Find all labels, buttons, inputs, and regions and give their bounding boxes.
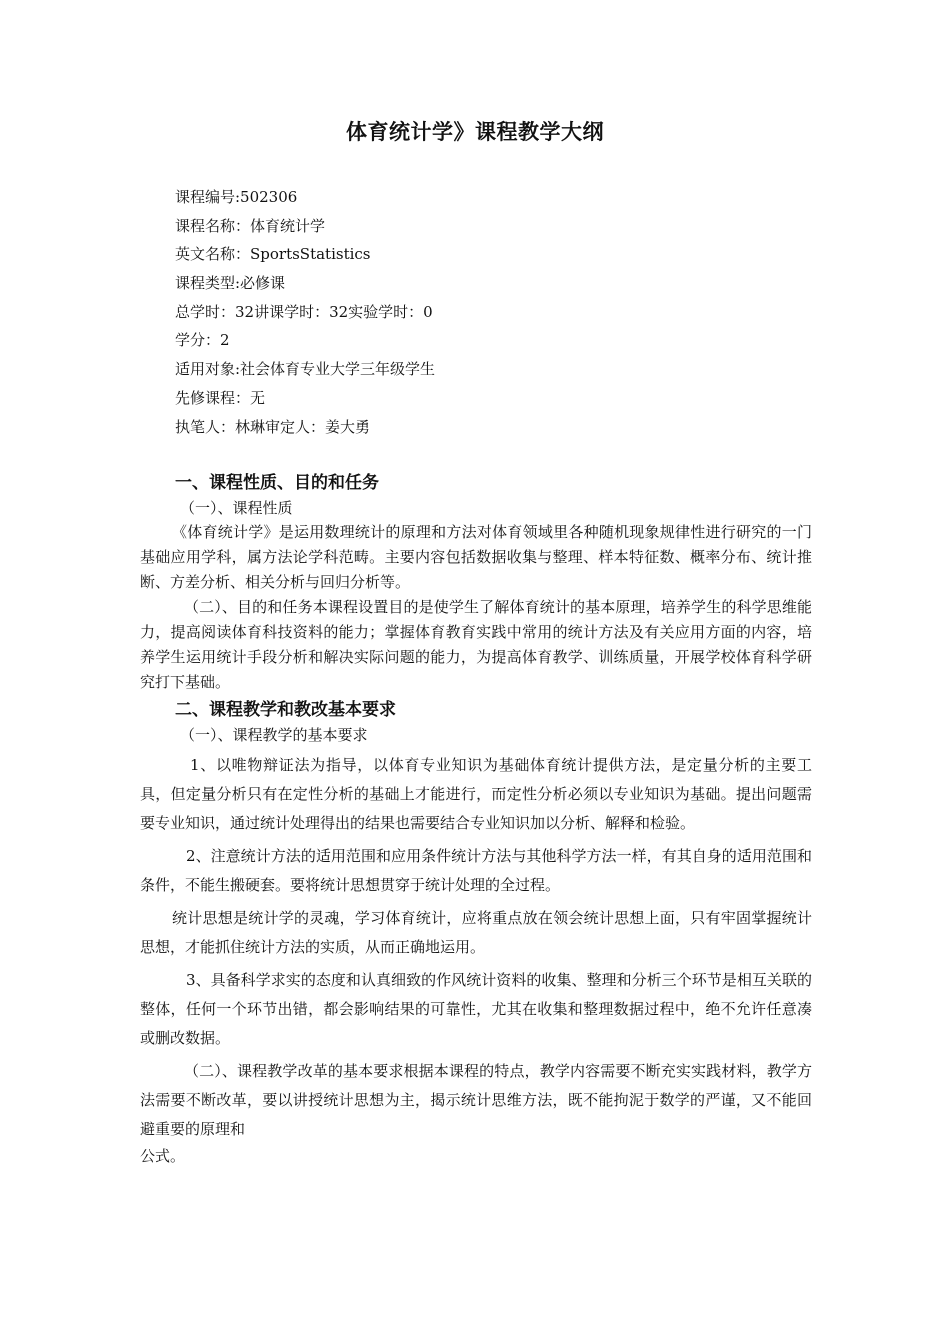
course-code: 课程编号:502306	[175, 188, 298, 206]
paragraph: 1、以唯物辩证法为指导，以体育专业知识为基础体育统计提供方法，是定量分析的主要工具，但定量分析只有在定性分析的基础上才能进行，而定性分析必须以专业知识为基础。提出问题需要专业知识，通过统计处理得出的结果也需要结合专业知识加以分析、解释和检验。	[140, 756, 812, 832]
document-body	[140, 470, 812, 1168]
section-heading-1: 一、课程性质、目的和任务	[175, 473, 379, 493]
course-authors: 执笔人：林琳审定人：姜大勇	[175, 417, 371, 436]
paragraph: 统计思想是统计学的灵魂，学习体育统计，应将重点放在领会统计思想上面，只有牢固掌握统计思想，才能抓住统计方法的实质，从而正确地运用。	[140, 909, 812, 956]
document-title: 体育统计学》课程教学大纲	[346, 120, 604, 144]
subsection-heading: （一）、课程性质	[180, 499, 293, 517]
course-info-list	[175, 183, 435, 441]
course-prerequisites: 先修课程：无	[175, 388, 266, 407]
course-hours: 总学时：32讲课学时：32实验学时：0	[175, 302, 433, 321]
paragraph: （二）、课程教学改革的基本要求根据本课程的特点，教学内容需要不断充实实践材料，教学方法需要不断改革，要以讲授统计思想为主，揭示统计思维方法，既不能拘泥于数学的严谨，又不能回避重要的原理和	[140, 1062, 812, 1138]
course-credits: 学分：2	[175, 331, 230, 350]
paragraph: 3、具备科学求实的态度和认真细致的作风统计资料的收集、整理和分析三个环节是相互关联的整体，任何一个环节出错，都会影响结果的可靠性，尤其在收集和整理数据过程中，绝不允许任意凑或删改数据。	[140, 971, 812, 1047]
section-heading-2: 二、课程教学和教改基本要求	[175, 700, 396, 720]
paragraph: 2、注意统计方法的适用范围和应用条件统计方法与其他科学方法一样，有其自身的适用范围和条件，不能生搬硬套。要将统计思想贯穿于统计处理的全过程。	[140, 847, 812, 894]
subsection-heading: （一）、课程教学的基本要求	[180, 726, 368, 744]
course-name: 课程名称：体育统计学	[175, 216, 326, 235]
paragraph: （二）、目的和任务本课程设置目的是使学生了解体育统计的基本原理，培养学生的科学思维能力，提高阅读体育科技资料的能力；掌握体育教育实践中常用的统计方法及有关应用方面的内容，培养学生运用统计手段分析和解决实际问题的能力，为提高体育教学、训练质量，开展学校体育科学研究打下基础。	[140, 598, 812, 691]
paragraph: 《体育统计学》是运用数理统计的原理和方法对体育领域里各种随机现象规律性进行研究的一门基础应用学科，属方法论学科范畴。主要内容包括数据收集与整理、样本特征数、概率分布、统计推断、方差分析、相关分析与回归分析等。	[140, 523, 812, 591]
course-english-name: 英文名称：SportsStatistics	[175, 245, 371, 264]
course-audience: 适用对象:社会体育专业大学三年级学生	[175, 360, 436, 379]
paragraph-tail: 公式。	[140, 1147, 186, 1165]
course-type: 课程类型:必修课	[175, 274, 286, 293]
